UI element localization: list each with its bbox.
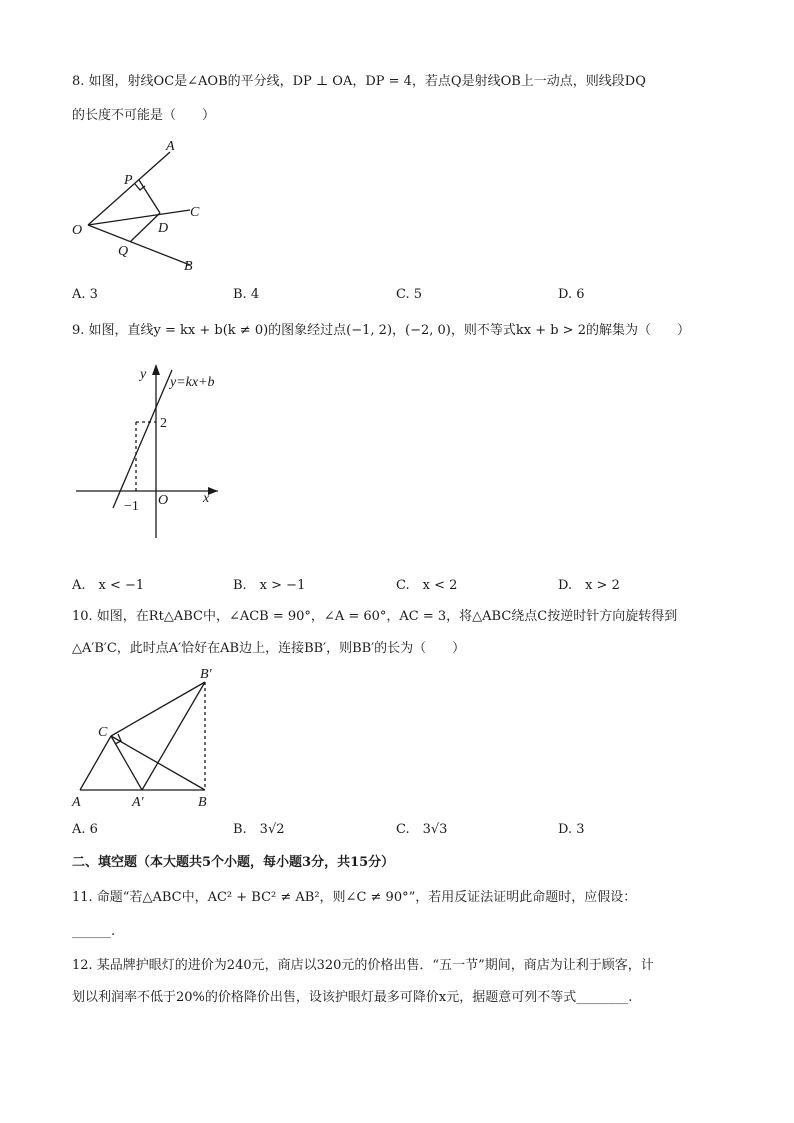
- q8-stem-line1: 8. 如图，射线OC是∠AOB的平分线，DP ⊥ OA，DP = 4，若点Q是射线OB上一动点，则线段DQ: [72, 74, 646, 89]
- q10-label-c: C: [98, 725, 108, 740]
- q8-label-a: A: [166, 139, 175, 154]
- q9-option-b: B. x > −1: [233, 578, 306, 593]
- q10-label-b-prime: B′: [200, 667, 212, 682]
- q8-option-c: C. 5: [396, 287, 423, 302]
- q8-label-o: O: [72, 223, 83, 238]
- q10-label-a: A: [72, 795, 81, 810]
- q8-label-d: D: [158, 221, 169, 236]
- q9-option-a: A. x < −1: [72, 578, 145, 593]
- q9-label-y: y: [140, 367, 147, 382]
- q9-option-d: D. x > 2: [558, 578, 620, 593]
- q9-label-x: x: [203, 491, 210, 506]
- q9-label-neg1: −1: [124, 499, 139, 514]
- q8-figure: [60, 130, 220, 280]
- q8-option-a: A. 3: [72, 287, 98, 302]
- q8-label-c: C: [190, 205, 200, 220]
- q9-label-origin: O: [158, 493, 169, 508]
- q9-label-two: 2: [160, 416, 167, 431]
- section-2-heading: 二、填空题（本大题共5个小题，每小题3分，共15分）: [72, 855, 395, 870]
- q8-option-b: B. 4: [233, 287, 260, 302]
- q8-stem-line2: 的长度不可能是（ ）: [72, 108, 216, 123]
- q11-stem-line1: 11. 命题“若△ABC中，AC² + BC² ≠ AB²，则∠C ≠ 90°”，若用反证法证明此命题时，应假设：: [72, 890, 637, 905]
- q8-option-d: D. 6: [558, 287, 585, 302]
- q10-option-b: B. 3√2: [233, 822, 285, 837]
- q10-label-b: B: [198, 795, 207, 810]
- q9-figure: [70, 360, 240, 540]
- q10-label-a-prime: A′: [132, 795, 144, 810]
- q8-label-q: Q: [118, 244, 129, 259]
- q10-stem-line1: 10. 如图，在Rt△ABC中，∠ACB = 90°，∠A = 60°，AC = 3，将△ABC绕点C按逆时针方向旋转得到: [72, 609, 678, 624]
- q12-stem-line2: 划以利润率不低于20%的价格降价出售，设该护眼灯最多可降价x元，据题意可列不等式________.: [72, 990, 633, 1005]
- q8-label-p: P: [124, 173, 133, 188]
- q10-option-c: C. 3√3: [396, 822, 448, 837]
- q10-option-d: D. 3: [558, 822, 585, 837]
- q8-label-b: B: [184, 259, 193, 274]
- q11-answer-blank: ______.: [72, 924, 116, 939]
- q9-option-c: C. x < 2: [396, 578, 458, 593]
- q9-label-line: y=kx+b: [170, 375, 215, 390]
- q10-stem-line2: △A′B′C，此时点A′恰好在AB边上，连接BB′，则BB′的长为（ ）: [72, 641, 466, 656]
- q10-option-a: A. 6: [72, 822, 98, 837]
- q10-figure: [60, 660, 230, 815]
- q9-stem-line1: 9. 如图，直线y = kx + b(k ≠ 0)的图象经过点(−1, 2)，(−2, 0)，则不等式kx + b > 2的解集为（ ）: [72, 323, 690, 338]
- q12-stem-line1: 12. 某品牌护眼灯的进价为240元，商店以320元的价格出售．“五一节”期间，商店为让利于顾客，计: [72, 958, 654, 973]
